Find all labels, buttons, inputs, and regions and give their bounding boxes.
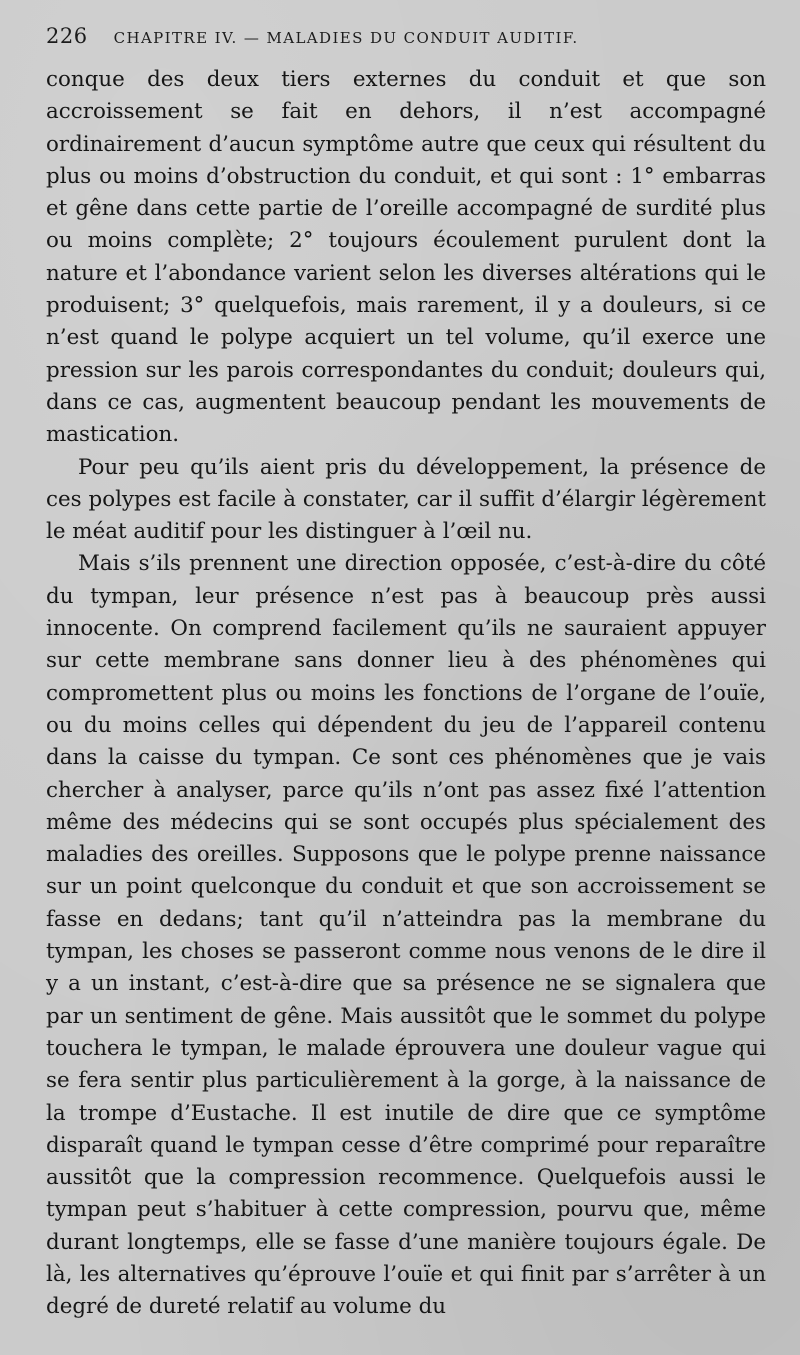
paragraph: Mais s’ils prennent une direction opposée, c’est-à-dire du côté du tympan, leur présence n’est pas à beaucoup près aussi innocente. On comprend facilement qu’ils ne sauraient appuyer sur cette membrane sans donner lieu à des phénomènes qui compromettent plus ou moins les fonctions de l’organe de l’ouïe, ou du moins celles qui dépendent du jeu de l’appareil contenu dans la caisse du tympan. Ce sont ces phénomènes que je vais chercher à analyser, parce qu’ils n’ont pas assez fixé l’attention même des médecins qui se sont occupés plus spécialement des maladies des oreilles. Supposons que le polype prenne naissance sur un point quelconque du conduit et que son accroissement se fasse en dedans; tant qu’il n’atteindra pas la membrane du tympan, les choses se passeront comme nous venons de le dire il y a un instant, c’est-à-dire que sa présence ne se signalera que par un sentiment de gêne. Mais aussitôt que le sommet du polype touchera le tympan, le malade éprouvera une douleur vague qui se fera sentir plus particulièrement à la gorge, à la naissance de la trompe d’Eustache. Il est inutile de dire que ce symptôme disparaît quand le tympan cesse d’être comprimé pour reparaître aussitôt que la compression recommence. Quelquefois aussi le tympan peut s’habituer à cette compression, pourvu que, même durant longtemps, elle se fasse d’une manière toujours égale. De là, les alternatives qu’éprouve l’ouïe et qui finit par s’arrêter à un degré de dureté relatif au volume du <box>46 551 766 1320</box>
paragraph: Pour peu qu’ils aient pris du développement, la présence de ces polypes est facile à constater, car il suffit d’élargir légèrement le méat auditif pour les distinguer à l’œil nu. <box>46 454 766 545</box>
page-number: 226 <box>46 24 88 48</box>
chapter-title: CHAPITRE IV. — MALADIES DU CONDUIT AUDITIF. <box>113 29 579 47</box>
running-head <box>46 24 766 54</box>
body-text <box>46 64 766 1324</box>
paragraph-continued: conque des deux tiers externes du conduit et que son accroissement se fait en dehors, il n’est accompagné ordinairement d’aucun symptôme autre que ceux qui résultent du plus ou moins d’obstruction du conduit, et qui sont : 1° embarras et gêne dans cette partie de l’oreille accompagné de surdité plus ou moins complète; 2° toujours écoulement purulent dont la nature et l’abondance varient selon les diverses altérations qui le produisent; 3° quelquefois, mais rarement, il y a douleurs, si ce n’est quand le polype acquiert un tel volume, qu’il exerce une pression sur les parois correspondantes du conduit; douleurs qui, dans ce cas, augmentent beaucoup pendant les mouvements de mastication. <box>46 67 766 448</box>
